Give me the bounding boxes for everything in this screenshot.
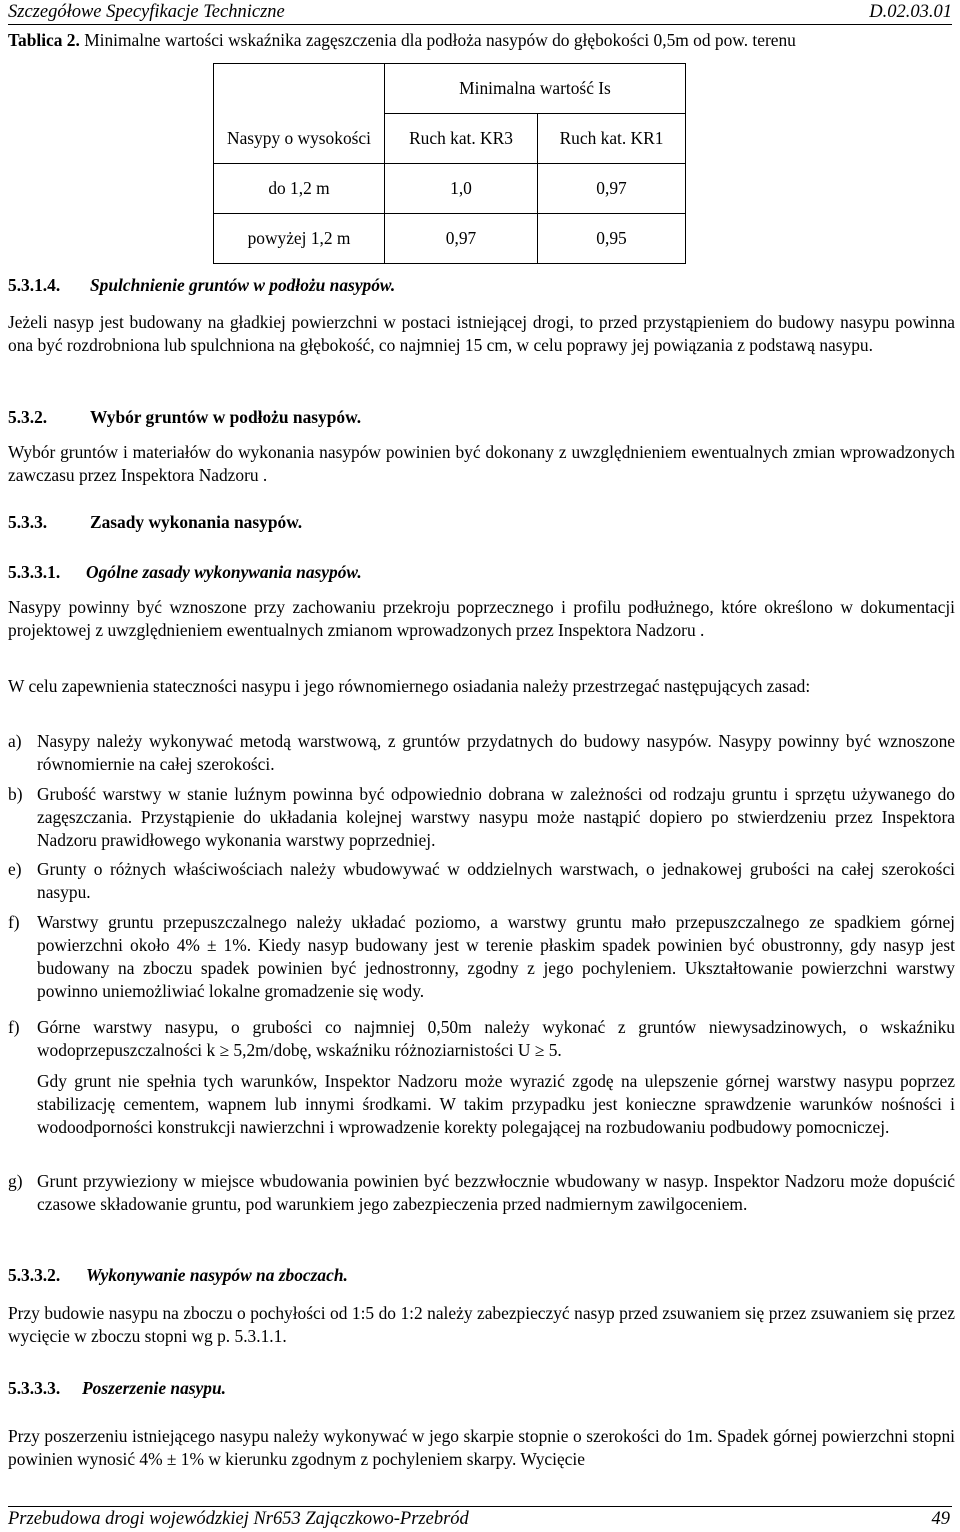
list-item-text: Górne warstwy nasypu, o grubości co najmniej 0,50m należy wykonać z gruntów niewysadzinowych, o wskaźniku wodoprzepuszczalności k ≥ 5,2m/dobę, wskaźniku różnoziarnistości U ≥ 5. bbox=[37, 1017, 955, 1060]
table-row bbox=[214, 214, 686, 264]
paragraph: W celu zapewnienia stateczności nasypu i jego równomiernego osiadania należy przestrzegać następujących zasad: bbox=[8, 676, 811, 696]
list-item-text: Gdy grunt nie spełnia tych warunków, Inspektor Nadzoru może wyrazić zgodę na ulepszenie górnej warstwy nasypu poprzez stabilizację cementem, wapnem lub innymi środkami. W takim przypadku jest konieczne sprawdzenie warunków nośności i wodoodporności konstrukcji nawierzchni i wprowadzenie korekty polegającej na rozbudowaniu podbudowy pomocniczej. bbox=[37, 1071, 955, 1137]
section-number: 5.3.3.3. bbox=[8, 1378, 61, 1398]
table-cell: 0,95 bbox=[596, 228, 627, 249]
list-item-text: Warstwy gruntu przepuszczalnego należy układać poziomo, a warstwy gruntu mało przepuszczalnego ze spadkiem górnej powierzchni około 4% ± 1%. Kiedy nasyp budowany jest w terenie płaskim spadek powinien być obustronny, gdy nasyp jest budowany na zboczu spadek powinien być jednostronny, zgodny z jego pochyleniem. Ukształtowanie powierzchni warstwy powinno uniemożliwiać lokalne gromadzenie się wody. bbox=[37, 912, 955, 1001]
section-title: Wykonywanie nasypów na zboczach. bbox=[86, 1265, 348, 1285]
section-number: 5.3.3. bbox=[8, 512, 48, 532]
list-item-label: a) bbox=[8, 731, 22, 751]
list-item-label: b) bbox=[8, 784, 23, 804]
table-cell: 1,0 bbox=[385, 164, 538, 214]
section-title: Zasady wykonania nasypów. bbox=[90, 512, 303, 532]
list-item bbox=[8, 1070, 955, 1139]
table-group-header: Minimalna wartość Is bbox=[385, 64, 686, 114]
paragraph: Przy budowie nasypu na zboczu o pochyłości od 1:5 do 1:2 należy zabezpieczyć nasyp przed zsuwaniem się przez zsuwaniem się przez wycięcie w zboczu stopni wg p. 5.3.1.1. bbox=[8, 1303, 955, 1346]
paragraph: Jeżeli nasyp jest budowany na gładkiej powierzchni w postaci istniejącej drogi, to przed przystąpieniem do budowy nasypu powinna ona być rozdrobniona lub spulchniona na głębokość, co najmniej 15 cm, w celu poprawy jej powiązania z podstawą nasypu. bbox=[8, 312, 955, 355]
header-doc-code: D.02.03.01 bbox=[869, 2, 952, 22]
min-values-table bbox=[213, 63, 686, 264]
section-title: Ogólne zasady wykonywania nasypów. bbox=[86, 562, 362, 582]
section-heading-532 bbox=[8, 406, 361, 429]
section-number: 5.3.2. bbox=[8, 407, 48, 427]
table-cell: powyżej 1,2 m bbox=[214, 214, 385, 264]
section-title: Wybór gruntów w podłożu nasypów. bbox=[90, 407, 362, 427]
section-heading-5314 bbox=[8, 274, 395, 297]
list-item bbox=[8, 730, 955, 776]
list-item bbox=[8, 1170, 955, 1216]
table-cell: do 1,2 m bbox=[214, 164, 385, 214]
list-item-text: Grunt przywieziony w miejsce wbudowania powinien być bezzwłocznie wbudowany w nasyp. Inspektor Nadzoru może dopuścić czasowe składowanie gruntu, pod warunkiem jego zabezpieczenia przed nadmiernym zawilgoceniem. bbox=[37, 1171, 955, 1214]
paragraph: Nasypy powinny być wznoszone przy zachowaniu przekroju poprzecznego i profilu podłużnego, które określono w dokumentacji projektowej z uwzględnieniem ewentualnych zmianom wprowadzonych przez Inspektora Nadzoru . bbox=[8, 597, 955, 640]
list-item-label: f) bbox=[8, 912, 20, 932]
list-item bbox=[8, 858, 955, 904]
table-caption-text: Minimalne wartości wskaźnika zagęszczenia dla podłoża nasypów do głębokości 0,5m od pow. terenu bbox=[79, 30, 796, 50]
section-number: 5.3.3.1. bbox=[8, 562, 61, 582]
section-number: 5.3.3.2. bbox=[8, 1265, 61, 1285]
list-item-text: Grunty o różnych właściwościach należy wbudowywać w oddzielnych warstwach, o jednakowej grubości na całej szerokości nasypu. bbox=[37, 859, 955, 902]
section-heading-5332 bbox=[8, 1264, 348, 1287]
list-item bbox=[8, 911, 955, 1003]
table-col-header: Nasypy o wysokości bbox=[214, 114, 385, 164]
list-item-label: g) bbox=[8, 1171, 23, 1191]
section-number: 5.3.1.4. bbox=[8, 275, 61, 295]
list-item bbox=[8, 783, 955, 852]
table-col-header: Ruch kat. KR1 bbox=[538, 114, 686, 164]
section-title: Poszerzenie nasypu. bbox=[82, 1378, 226, 1398]
list-item-label: e) bbox=[8, 859, 22, 879]
table-caption-label: Tablica 2. bbox=[8, 30, 80, 50]
table-col-header: Ruch kat. KR3 bbox=[385, 114, 538, 164]
table-cell: 0,97 bbox=[538, 164, 686, 214]
section-heading-5333 bbox=[8, 1377, 226, 1400]
list-item-text: Nasypy należy wykonywać metodą warstwową, z gruntów przydatnych do budowy nasypów. Nasypy powinny być wznoszone równomiernie na całej szerokości. bbox=[37, 731, 955, 774]
table-row bbox=[214, 164, 686, 214]
page-number: 49 bbox=[931, 1509, 950, 1529]
list-item bbox=[8, 1016, 955, 1062]
paragraph: Przy poszerzeniu istniejącego nasypu należy wykonywać w jego skarpie stopnie o szerokości do 1m. Spadek górnej powierzchni stopni powinien wynosić 4% ± 1% w kierunku zgodnym z pochyleniem skarpy. Wycięcie bbox=[8, 1426, 955, 1469]
header-left-title: Szczegółowe Specyfikacje Techniczne bbox=[8, 2, 285, 22]
table-cell: 0,97 bbox=[385, 214, 538, 264]
list-item-label: f) bbox=[8, 1017, 20, 1037]
footer-project-title: Przebudowa drogi wojewódzkiej Nr653 Zajączkowo-Przebród bbox=[8, 1509, 469, 1529]
table-caption bbox=[8, 29, 958, 52]
section-heading-533 bbox=[8, 511, 302, 534]
header-divider bbox=[8, 24, 952, 25]
paragraph: Wybór gruntów i materiałów do wykonania nasypów powinien być dokonany z uwzględnieniem ewentualnych zmian wprowadzonych zawczasu przez Inspektora Nadzoru . bbox=[8, 442, 955, 485]
section-title: Spulchnienie gruntów w podłożu nasypów. bbox=[90, 275, 396, 295]
section-heading-5331 bbox=[8, 561, 362, 584]
list-item-text: Grubość warstwy w stanie luźnym powinna być odpowiednio dobrana w zależności od rodzaju gruntu i sprzętu używanego do zagęszczania. Przystąpienie do układania kolejnej warstwy nasypu może nastąpić dopiero po stwierdzeniu przez Inspektora Nadzoru prawidłowego wykonania warstwy poprzedniej. bbox=[37, 784, 955, 850]
